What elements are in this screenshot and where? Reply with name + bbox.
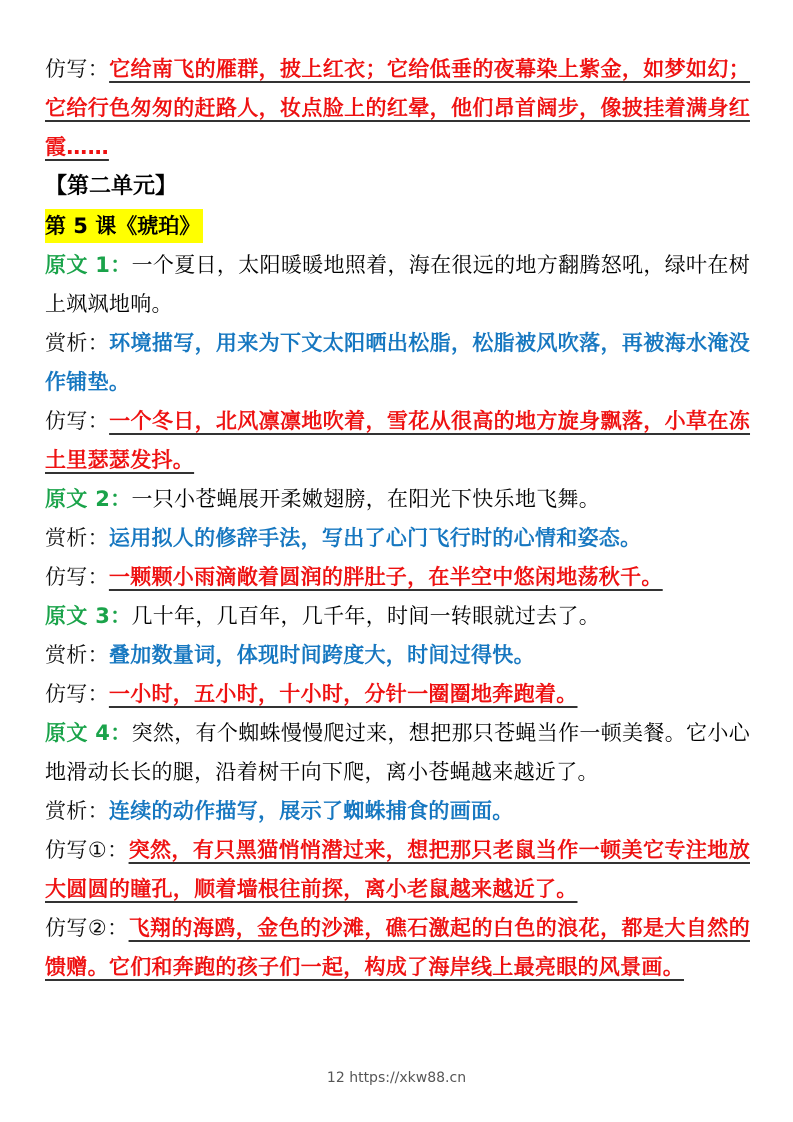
original-content: 一只小苍蝇展开柔嫩翅膀，在阳光下快乐地飞舞。: [131, 487, 601, 511]
imitate-content: 一小时，五小时，十小时，分针一圈圈地奔跑着。: [108, 682, 578, 706]
analysis-label: 赏析：: [45, 526, 109, 550]
analysis-label: 赏析：: [45, 331, 110, 355]
analysis-4: [45, 792, 750, 831]
analysis-content: 连续的动作描写，展示了蜘蛛捕食的画面。: [108, 799, 514, 823]
imitate-label: 仿写：: [45, 565, 109, 589]
lesson-title: 第 5 课《琥珀》: [45, 209, 203, 243]
imitate-1-label: 仿写①：: [45, 838, 129, 862]
original-label: 原文 3：: [45, 604, 132, 628]
original-content: 一个夏日，太阳暖暖地照着，海在很远的地方翻腾怒吼，绿叶在树上飒飒地响。: [45, 253, 750, 316]
imitate-2: [45, 558, 750, 597]
analysis-content: 运用拟人的修辞手法，写出了心门飞行时的心情和姿态。: [108, 526, 642, 550]
original-content: 突然，有个蜘蛛慢慢爬过来，想把那只苍蝇当作一顿美餐。它小心地滑动长长的腿，沿着树干向下爬，离小苍蝇越来越近了。: [45, 721, 750, 784]
imitate-content: 飞翔的海鸥，金色的沙滩，礁石激起的白色的浪花，都是大自然的馈赠。它们和奔跑的孩子们一起，构成了海岸线上最亮眼的风景画。: [45, 916, 750, 979]
imitate-content: 突然，有只黑猫悄悄潜过来，想把那只老鼠当作一顿美它专注地放大圆圆的瞳孔，顺着墙根往前探，离小老鼠越来越近了。: [45, 838, 750, 901]
original-text-3: [45, 597, 750, 636]
analysis-content: 环境描写，用来为下文太阳晒出松脂，松脂被风吹落，再被海水淹没作铺垫。: [45, 331, 751, 394]
imitate-content: 一颗颗小雨滴敞着圆润的胖肚子，在半空中悠闲地荡秋千。: [108, 565, 663, 589]
analysis-label: 赏析：: [45, 643, 109, 667]
imitate-1: [45, 402, 750, 480]
imitate-2-label: 仿写②：: [45, 916, 129, 940]
page-number: 12: [326, 1070, 345, 1086]
imitate-label: 仿写：: [45, 409, 110, 433]
original-text-2: [45, 480, 750, 519]
original-content: 几十年，几百年，几千年，时间一转眼就过去了。: [131, 604, 601, 628]
analysis-3: [45, 636, 750, 675]
imitate-4-1: [45, 831, 750, 909]
imitate-label: 仿写：: [45, 682, 109, 706]
document-page: [45, 50, 750, 987]
original-text-4: [45, 714, 750, 792]
analysis-2: [45, 519, 750, 558]
original-label: 原文 1：: [45, 253, 132, 277]
page-footer: [0, 1070, 793, 1086]
original-label: 原文 2：: [45, 487, 132, 511]
imitate-3: [45, 675, 750, 714]
analysis-label: 赏析：: [45, 799, 109, 823]
footer-url: https://xkw88.cn: [349, 1070, 467, 1086]
analysis-1: [45, 324, 750, 402]
unit-title: 【第二单元】: [45, 174, 178, 199]
top-imitate-paragraph: [45, 50, 750, 167]
imitate-4-2: [45, 909, 750, 987]
imitate-text: 它给南飞的雁群，披上红衣；它给低垂的夜幕染上紫金，如梦如幻；它给行色匆匆的赶路人，妆点脸上的红晕，他们昂首阔步，像披挂着满身红霞……: [45, 57, 751, 159]
original-text-1: [45, 246, 750, 324]
original-label: 原文 4：: [45, 721, 132, 745]
analysis-content: 叠加数量词，体现时间跨度大，时间过得快。: [108, 643, 535, 667]
imitate-content: 一个冬日，北风凛凛地吹着，雪花从很高的地方旋身飘落，小草在冻土里瑟瑟发抖。: [45, 409, 751, 472]
imitate-label: 仿写：: [45, 57, 110, 81]
